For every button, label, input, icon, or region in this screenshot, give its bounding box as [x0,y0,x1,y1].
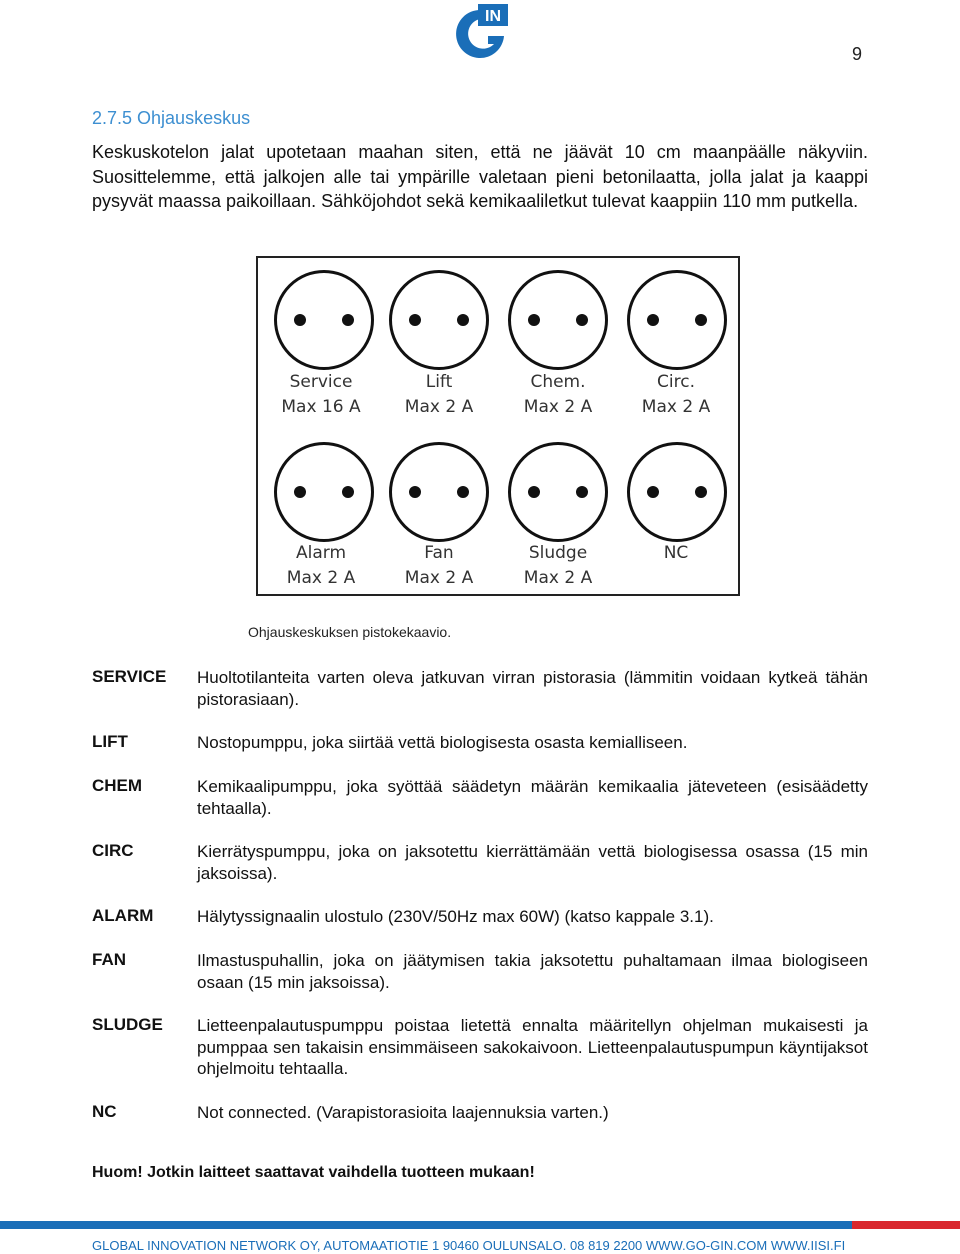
pin-icon [647,314,659,326]
socket-name: Fan [424,543,454,563]
pin-icon [342,314,354,326]
pin-icon [528,486,540,498]
socket-chem [508,270,608,370]
desc-nc: Not connected. (Varapistorasioita laajennuksia varten.) [197,1103,609,1122]
socket-label-alarm [261,541,381,591]
intro-paragraph: Keskuskotelon jalat upotetaan maahan siten, että ne jäävät 10 cm maanpäälle näkyviin. Suosittelemme, että jalkojen alle tai ympärille valetaan pieni betonilaatta, jolla jalat ja kaappi pysyvät maassa paikoillaan. Sähköjohdot sekä kemikaaliletkut tulevat kaappiin 110 mm putkella. [92,142,868,211]
pin-icon [457,314,469,326]
page-number: 9 [852,44,863,64]
socket-name: Chem. [530,372,586,392]
socket-name: Alarm [295,543,347,563]
socket-label-circ [616,370,736,420]
pin-icon [457,486,469,498]
socket-rating: Max 2 A [404,397,474,417]
socket-label-service [261,370,381,420]
socket-sludge [508,442,608,542]
desc-service: Huoltotilanteita varten oleva jatkuvan virran pistorasia (lämmitin voidaan kytkeä tähän pistorasiaan). [197,668,868,709]
desc-lift: Nostopumppu, joka siirtää vettä biologisesta osasta kemialliseen. [197,733,688,752]
socket-alarm [274,442,374,542]
socket-service [274,270,374,370]
pin-icon [695,486,707,498]
pin-icon [294,314,306,326]
socket-label-fan [379,541,499,591]
term-chem: CHEM [92,776,143,795]
desc-fan: Ilmastuspuhallin, joka on jäätymisen takia jaksotettu puhaltamaan ilmaa biologiseen osaan (15 min jaksoissa). [197,951,868,992]
pin-icon [576,314,588,326]
term-sludge: SLUDGE [92,1015,163,1034]
footer-bar [0,1221,960,1229]
note-text: Huom! Jotkin laitteet saattavat vaihdella tuotteen mukaan! [92,1164,535,1181]
logo-text: IN [485,8,501,25]
gin-logo-icon [448,2,512,62]
term-fan: FAN [92,950,126,969]
desc-sludge: Lietteenpalautuspumppu poistaa lietettä ennalta määritellyn ohjelman mukaisesti ja pumppaa sen takaisin ensimmäiseen sakokaivoon. Lietteenpalautuspumpun käyntijaksot ohjelmoitu tehtaalla. [197,1016,868,1078]
pin-icon [342,486,354,498]
pin-icon [647,486,659,498]
socket-name: Sludge [528,543,588,563]
socket-rating: Max 16 A [281,397,361,417]
socket-label-sludge [498,541,618,591]
term-alarm: ALARM [92,906,154,925]
socket-label-nc [616,541,736,566]
socket-lift [389,270,489,370]
term-lift: LIFT [92,732,128,751]
pin-icon [576,486,588,498]
socket-nc [627,442,727,542]
socket-name: NC [663,543,689,563]
pin-icon [409,314,421,326]
desc-circ: Kierrätyspumppu, joka on jaksotettu kierrättämään vettä biologisessa osassa (15 min jaksoissa). [197,842,868,883]
socket-label-chem [498,370,618,420]
term-service: SERVICE [92,667,167,686]
socket-rating: Max 2 A [286,568,356,588]
socket-rating: Max 2 A [523,397,593,417]
term-circ: CIRC [92,841,134,860]
socket-rating: Max 2 A [404,568,474,588]
footer-text: GLOBAL INNOVATION NETWORK OY, AUTOMAATIOTIE 1 90460 OULUNSALO. 08 819 2200 WWW.GO-GIN.COM WWW.IISI.FI [92,1238,846,1253]
diagram-caption: Ohjauskeskuksen pistokekaavio. [248,624,452,640]
socket-name: Circ. [657,372,695,392]
socket-circ [627,270,727,370]
pin-icon [528,314,540,326]
footer-bar-red [852,1221,960,1229]
section-title: 2.7.5 Ohjauskeskus [92,108,251,128]
term-nc: NC [92,1102,117,1121]
socket-name: Service [289,372,353,392]
desc-chem: Kemikaalipumppu, joka syöttää säädetyn määrän kemikaalia jäteveteen (esisäädetty tehtaalla). [197,777,868,818]
desc-alarm: Hälytyssignaalin ulostulo (230V/50Hz max 60W) (katso kappale 3.1). [197,907,714,926]
footer-bar-blue [0,1221,852,1229]
socket-rating: Max 2 A [523,568,593,588]
pin-icon [695,314,707,326]
pin-icon [409,486,421,498]
socket-fan [389,442,489,542]
socket-name: Lift [425,372,453,392]
pin-icon [294,486,306,498]
socket-rating: Max 2 A [641,397,711,417]
socket-diagram [256,256,740,596]
socket-label-lift [379,370,499,420]
